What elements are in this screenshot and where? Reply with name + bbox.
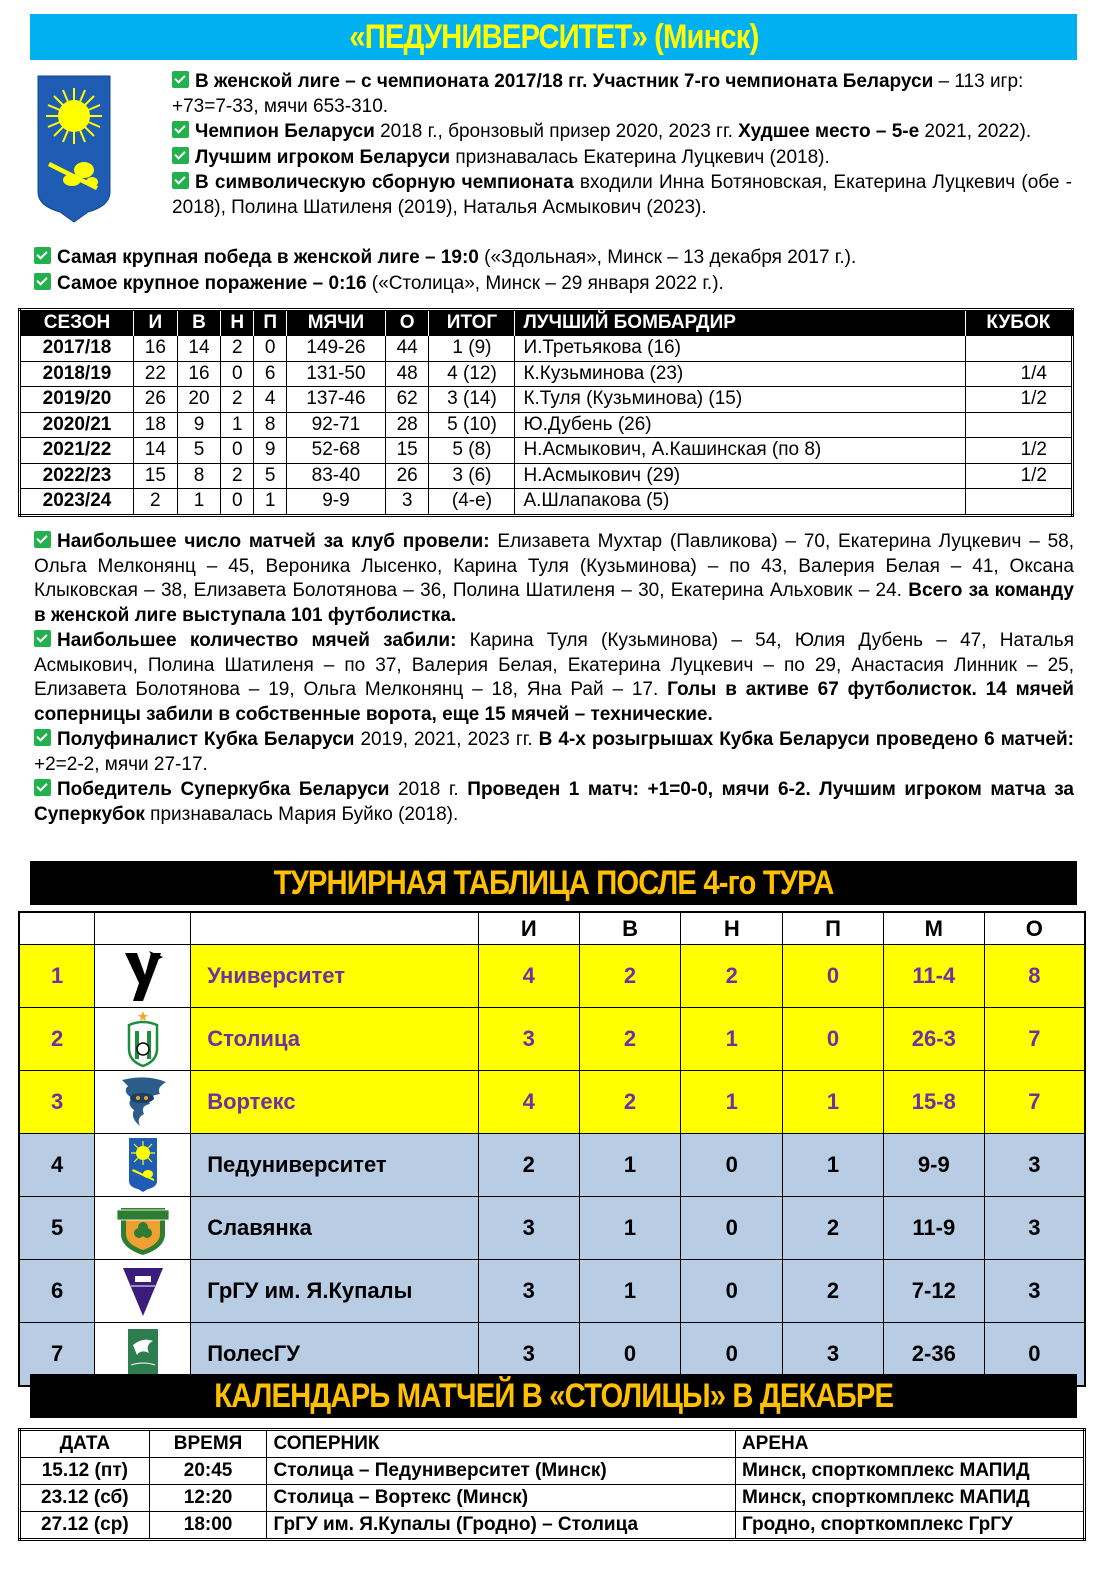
team-name: Вортекс: [191, 1071, 479, 1134]
table-cell: Ю.Дубень (26): [515, 412, 965, 438]
standings-row: [19, 1008, 1085, 1071]
grgu-logo-icon: [95, 1260, 191, 1323]
table-cell: 5: [177, 438, 221, 464]
stat-cell: 3: [19, 1071, 95, 1134]
stat-cell: 26-3: [883, 1008, 984, 1071]
column-header: [95, 912, 191, 945]
table-cell: 3: [385, 489, 429, 516]
page-title: «ПЕДУНИВЕРСИТЕТ» (Минск): [348, 17, 759, 56]
match-opponent: Столица – Вортекс (Минск): [267, 1485, 735, 1512]
table-cell: 0: [221, 361, 254, 387]
match-date: 23.12 (сб): [20, 1485, 150, 1512]
checkmark-icon: [172, 172, 189, 189]
table-cell: [965, 489, 1072, 516]
column-header: КУБОК: [965, 310, 1072, 336]
table-cell: 1/2: [965, 387, 1072, 413]
column-header: В: [579, 912, 681, 945]
column-header: АРЕНА: [735, 1430, 1084, 1458]
table-cell: 3 (6): [429, 463, 515, 489]
table-cell: 44: [385, 336, 429, 362]
stat-cell: 3: [478, 1197, 579, 1260]
stat-cell: 0: [579, 1323, 681, 1387]
stat-cell: 7-12: [883, 1260, 984, 1323]
table-cell: К.Кузьминова (23): [515, 361, 965, 387]
column-header: СОПЕРНИК: [267, 1430, 735, 1458]
fact-item: В женской лиге – с чемпионата 2017/18 гг. Участник 7-го чемпионата Беларуси – 113 игр: +73=7-33, мячи 653-310.: [172, 71, 1024, 117]
table-cell: 2017/18: [20, 336, 134, 362]
fact-item: Лучшим игроком Беларуси признавалась Екатерина Луцкевич (2018).: [172, 146, 1072, 171]
fact-item: Полуфиналист Кубка Беларуси 2019, 2021, 2023 гг. В 4-х розыгрышах Кубка Беларуси проведено 6 матчей: +2=2-2, мячи 27-17.: [34, 729, 1074, 775]
stat-cell: 0: [984, 1323, 1085, 1387]
table-cell: А.Шлапакова (5): [515, 489, 965, 516]
table-cell: 2: [134, 489, 178, 516]
table-cell: 15: [134, 463, 178, 489]
column-header: В: [177, 310, 221, 336]
match-arena: Минск, спорткомплекс МАПИД: [735, 1485, 1084, 1512]
checkmark-icon: [34, 779, 51, 796]
table-cell: 0: [254, 336, 287, 362]
table-cell: 8: [254, 412, 287, 438]
calendar-title-bar: [30, 1374, 1077, 1418]
match-row: [20, 1485, 1085, 1512]
stat-cell: 7: [19, 1323, 95, 1387]
page-title-bar: [30, 14, 1077, 60]
match-time: 18:00: [149, 1512, 267, 1540]
stat-cell: 2: [783, 1197, 884, 1260]
table-header-row: [19, 912, 1085, 945]
table-row: [20, 438, 1073, 464]
stat-cell: 0: [783, 1008, 884, 1071]
stat-cell: 1: [579, 1197, 681, 1260]
standings-row: [19, 1197, 1085, 1260]
table-cell: 2019/20: [20, 387, 134, 413]
table-cell: 14: [177, 336, 221, 362]
table-cell: 14: [134, 438, 178, 464]
table-cell: 15: [385, 438, 429, 464]
match-time: 12:20: [149, 1485, 267, 1512]
table-cell: 1/4: [965, 361, 1072, 387]
checkmark-icon: [172, 71, 189, 88]
table-cell: 3 (14): [429, 387, 515, 413]
table-cell: 18: [134, 412, 178, 438]
standings-row: [19, 945, 1085, 1008]
table-header-row: [20, 310, 1073, 336]
column-header: [19, 912, 95, 945]
table-cell: 1/2: [965, 463, 1072, 489]
column-header: ВРЕМЯ: [149, 1430, 267, 1458]
stat-cell: 5: [19, 1197, 95, 1260]
table-cell: 1: [221, 412, 254, 438]
slavyanka-logo-icon: [95, 1197, 191, 1260]
team-name: Столица: [191, 1008, 479, 1071]
stat-cell: 1: [783, 1134, 884, 1197]
table-cell: 52-68: [287, 438, 386, 464]
match-arena: Гродно, спорткомплекс ГрГУ: [735, 1512, 1084, 1540]
table-cell: 8: [177, 463, 221, 489]
table-cell: Н.Асмыкович (29): [515, 463, 965, 489]
team-name: ПолесГУ: [191, 1323, 479, 1387]
table-cell: 5: [254, 463, 287, 489]
stat-cell: 3: [478, 1260, 579, 1323]
team-name: Славянка: [191, 1197, 479, 1260]
table-cell: 0: [221, 438, 254, 464]
stat-cell: 3: [478, 1323, 579, 1387]
stat-cell: 0: [681, 1260, 783, 1323]
stat-cell: 2: [579, 945, 681, 1008]
table-cell: 1: [177, 489, 221, 516]
table-cell: 16: [177, 361, 221, 387]
table-cell: 2023/24: [20, 489, 134, 516]
checkmark-icon: [34, 247, 51, 264]
table-row: [20, 361, 1073, 387]
table-cell: 16: [134, 336, 178, 362]
table-cell: 22: [134, 361, 178, 387]
table-row: [20, 463, 1073, 489]
stat-cell: 2: [579, 1071, 681, 1134]
standings-row: [19, 1071, 1085, 1134]
column-header: М: [883, 912, 984, 945]
column-header: И: [134, 310, 178, 336]
vortex-logo-icon: [95, 1071, 191, 1134]
standings-title-bar: [30, 861, 1077, 905]
stat-cell: 2-36: [883, 1323, 984, 1387]
fact-item: Чемпион Беларуси 2018 г., бронзовый призер 2020, 2023 гг. Худшее место – 5-е 2021, 2022).: [172, 120, 1072, 145]
table-cell: 1/2: [965, 438, 1072, 464]
stat-cell: 0: [681, 1197, 783, 1260]
match-calendar-table: [18, 1428, 1086, 1541]
club-facts-top: [172, 70, 1072, 221]
table-row: [20, 387, 1073, 413]
peduniversitet-logo-icon: [95, 1134, 191, 1197]
column-header: П: [783, 912, 884, 945]
column-header: МЯЧИ: [287, 310, 386, 336]
stat-cell: 4: [478, 1071, 579, 1134]
team-name: Педуниверситет: [191, 1134, 479, 1197]
table-cell: 149-26: [287, 336, 386, 362]
table-cell: 2018/19: [20, 361, 134, 387]
match-date: 15.12 (пт): [20, 1458, 150, 1485]
stat-cell: 0: [681, 1134, 783, 1197]
stat-cell: 7: [984, 1008, 1085, 1071]
checkmark-icon: [172, 121, 189, 138]
stat-cell: 1: [579, 1260, 681, 1323]
match-row: [20, 1512, 1085, 1540]
column-header: И: [478, 912, 579, 945]
club-crest-icon: [36, 74, 112, 224]
table-row: [20, 412, 1073, 438]
column-header: Н: [681, 912, 783, 945]
table-cell: 6: [254, 361, 287, 387]
stolitsa-logo-icon: [95, 1008, 191, 1071]
club-facts-players: [34, 530, 1074, 828]
table-cell: 4: [254, 387, 287, 413]
column-header: [191, 912, 479, 945]
fact-item: Самая крупная победа в женской лиге – 19:0 («Здольная», Минск – 13 декабря 2017 г.).: [34, 246, 1074, 271]
standings-title: ТУРНИРНАЯ ТАБЛИЦА ПОСЛЕ 4-го ТУРА: [273, 863, 834, 902]
stat-cell: 0: [783, 945, 884, 1008]
stat-cell: 3: [783, 1323, 884, 1387]
checkmark-icon: [34, 729, 51, 746]
table-cell: 2: [221, 336, 254, 362]
column-header: СЕЗОН: [20, 310, 134, 336]
stat-cell: 4: [478, 945, 579, 1008]
column-header: О: [385, 310, 429, 336]
table-cell: 2: [221, 463, 254, 489]
column-header: ЛУЧШИЙ БОМБАРДИР: [515, 310, 965, 336]
stat-cell: 1: [579, 1134, 681, 1197]
table-cell: (4-е): [429, 489, 515, 516]
stat-cell: 2: [783, 1260, 884, 1323]
table-cell: К.Туля (Кузьминова) (15): [515, 387, 965, 413]
team-name: ГрГУ им. Я.Купалы: [191, 1260, 479, 1323]
stat-cell: 0: [681, 1323, 783, 1387]
fact-item: Самое крупное поражение – 0:16 («Столица», Минск – 29 января 2022 г.).: [34, 272, 1074, 297]
match-arena: Минск, спорткомплекс МАПИД: [735, 1458, 1084, 1485]
checkmark-icon: [34, 273, 51, 290]
match-opponent: Столица – Педуниверситет (Минск): [267, 1458, 735, 1485]
fact-item: Наибольшее количество мячей забили: Карина Туля (Кузьминова) – 54, Юлия Дубень – 47, Наталья Асмыкович, Полина Шатиленя – по 37, Валерия Белая, Екатерина Луцкевич – по 29, Анастасия Линник – 25, Елизавета Болотянова – 19, Ольга Мелконянц – 18, Яна Рай – 17. Голы в активе 67 футболисток. 14 мячей соперницы забили в собственные ворота, еще 15 мячей – технические.: [34, 630, 1074, 725]
table-cell: 4 (12): [429, 361, 515, 387]
fact-item: Победитель Суперкубка Беларуси 2018 г. Проведен 1 матч: +1=0-0, мячи 6-2. Лучшим игроком матча за Суперкубок признавалась Мария Буйко (2018).: [34, 779, 1074, 825]
column-header: ИТОГ: [429, 310, 515, 336]
stat-cell: 9-9: [883, 1134, 984, 1197]
column-header: О: [984, 912, 1085, 945]
match-opponent: ГрГУ им. Я.Купалы (Гродно) – Столица: [267, 1512, 735, 1540]
column-header: Н: [221, 310, 254, 336]
column-header: П: [254, 310, 287, 336]
stat-cell: 7: [984, 1071, 1085, 1134]
stat-cell: 2: [19, 1008, 95, 1071]
stat-cell: 1: [19, 945, 95, 1008]
stat-cell: 11-4: [883, 945, 984, 1008]
stat-cell: 3: [478, 1008, 579, 1071]
match-date: 27.12 (ср): [20, 1512, 150, 1540]
stat-cell: 11-9: [883, 1197, 984, 1260]
stat-cell: 2: [681, 945, 783, 1008]
table-cell: 1: [254, 489, 287, 516]
table-cell: 2: [221, 387, 254, 413]
checkmark-icon: [172, 147, 189, 164]
table-cell: 0: [221, 489, 254, 516]
table-cell: 2020/21: [20, 412, 134, 438]
column-header: ДАТА: [20, 1430, 150, 1458]
table-cell: И.Третьякова (16): [515, 336, 965, 362]
table-row: [20, 336, 1073, 362]
table-cell: 5 (10): [429, 412, 515, 438]
standings-row: [19, 1260, 1085, 1323]
stat-cell: 3: [984, 1134, 1085, 1197]
fact-item: В символическую сборную чемпионата входили Инна Ботяновская, Екатерина Луцкевич (обе - 2018), Полина Шатиленя (2019), Наталья Асмыкович (2023).: [172, 172, 1072, 218]
table-cell: [965, 336, 1072, 362]
table-cell: 48: [385, 361, 429, 387]
stat-cell: 4: [19, 1134, 95, 1197]
checkmark-icon: [34, 630, 51, 647]
table-cell: 9: [177, 412, 221, 438]
table-cell: 20: [177, 387, 221, 413]
stat-cell: 15-8: [883, 1071, 984, 1134]
checkmark-icon: [34, 531, 51, 548]
table-cell: 83-40: [287, 463, 386, 489]
match-row: [20, 1458, 1085, 1485]
table-cell: 9: [254, 438, 287, 464]
table-cell: 26: [385, 463, 429, 489]
table-cell: 2022/23: [20, 463, 134, 489]
stat-cell: 1: [681, 1008, 783, 1071]
standings-table: [18, 911, 1086, 1387]
table-cell: [965, 412, 1072, 438]
table-cell: 1 (9): [429, 336, 515, 362]
universitet-logo-icon: [95, 945, 191, 1008]
table-cell: 62: [385, 387, 429, 413]
match-time: 20:45: [149, 1458, 267, 1485]
table-cell: 5 (8): [429, 438, 515, 464]
stat-cell: 1: [681, 1071, 783, 1134]
stat-cell: 1: [783, 1071, 884, 1134]
fact-item: Наибольшее число матчей за клуб провели: Елизавета Мухтар (Павликова) – 70, Екатерина Луцкевич – 58, Ольга Мелконянц – 45, Вероника Лысенко, Карина Туля (Кузьминова) – по 43, Валерия Белая – 41, Оксана Клыковская – 38, Елизавета Болотянова – 36, Полина Шатиленя – 30, Екатерина Альховик – 24. Всего за команду в женской лиге выступала 101 футболистка.: [34, 531, 1074, 626]
standings-row: [19, 1134, 1085, 1197]
table-cell: Н.Асмыкович, А.Кашинская (по 8): [515, 438, 965, 464]
table-header-row: [20, 1430, 1085, 1458]
team-name: Университет: [191, 945, 479, 1008]
table-row: [20, 489, 1073, 516]
calendar-title: КАЛЕНДАРЬ МАТЧЕЙ В «СТОЛИЦЫ» В ДЕКАБРЕ: [214, 1376, 893, 1415]
stat-cell: 3: [984, 1197, 1085, 1260]
club-facts-records: [34, 246, 1074, 297]
table-cell: 2021/22: [20, 438, 134, 464]
stat-cell: 3: [984, 1260, 1085, 1323]
season-history-table: [18, 308, 1074, 517]
stat-cell: 2: [478, 1134, 579, 1197]
table-cell: 92-71: [287, 412, 386, 438]
stat-cell: 6: [19, 1260, 95, 1323]
stat-cell: 2: [579, 1008, 681, 1071]
table-cell: 131-50: [287, 361, 386, 387]
table-cell: 9-9: [287, 489, 386, 516]
table-cell: 137-46: [287, 387, 386, 413]
table-cell: 26: [134, 387, 178, 413]
table-cell: 28: [385, 412, 429, 438]
stat-cell: 8: [984, 945, 1085, 1008]
